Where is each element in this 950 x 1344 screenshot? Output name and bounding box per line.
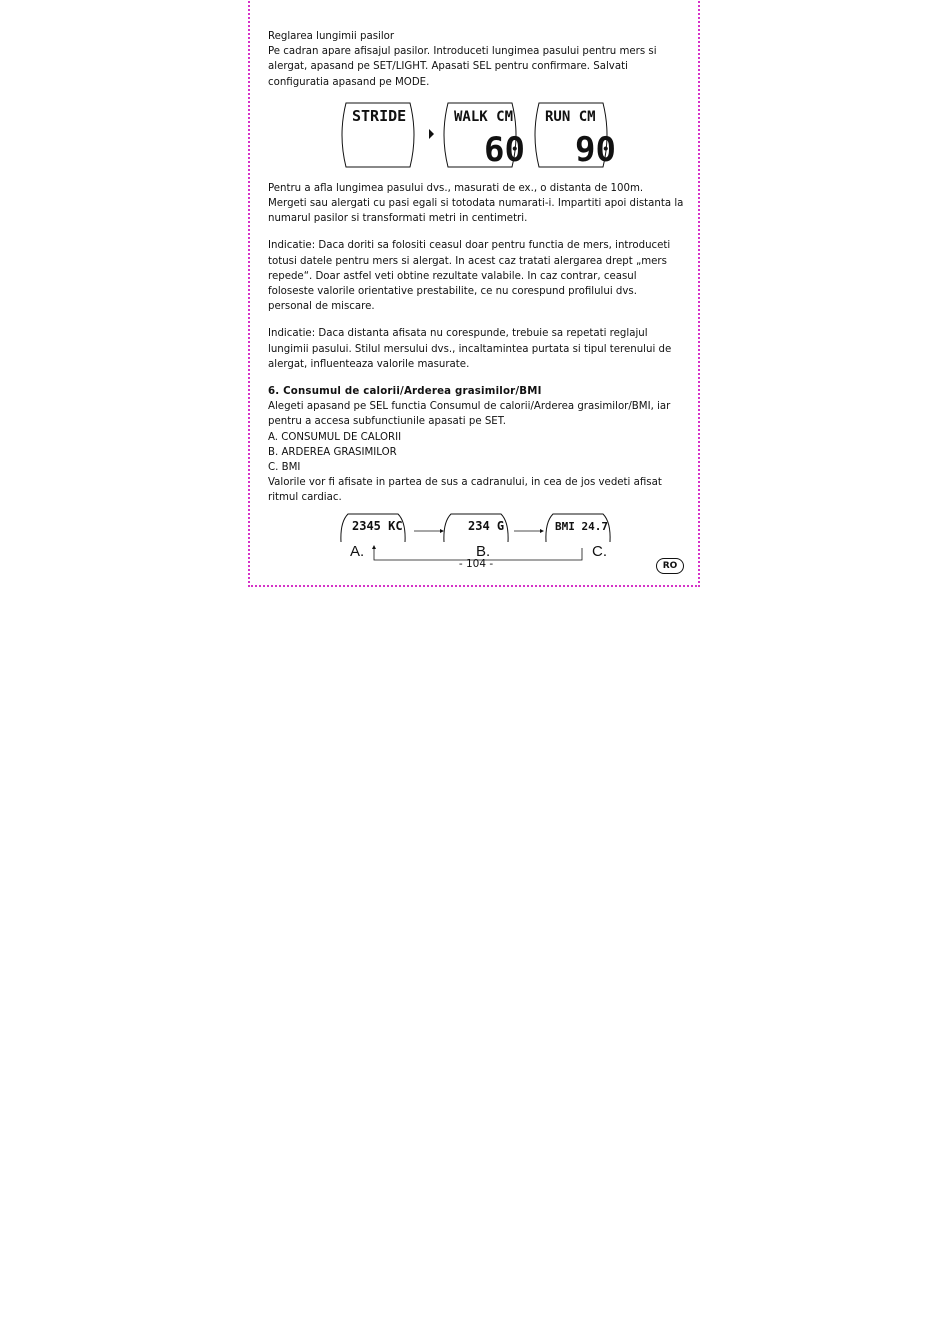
- manual-page: [248, 0, 700, 587]
- lcd-run-value: 90: [575, 129, 616, 170]
- figure-label-a: A.: [350, 542, 365, 560]
- stride-intro-paragraph: Pe cadran apare afisajul pasilor. Introduceti lungimea pasului pentru mers si alergat, apasand pe SET/LIGHT. Apasati SEL pentru confirmare. Salvati configuratia apasand pe MODE.: [268, 46, 657, 88]
- calories-display-figure: [268, 512, 684, 564]
- calories-item-b: B. ARDEREA GRASIMILOR: [268, 446, 397, 458]
- arrow-right-icon: [540, 529, 544, 533]
- arrow-up-icon: [372, 545, 376, 549]
- stride-displays-illustration: [268, 99, 684, 171]
- lcd-walk-label: WALK CM: [454, 108, 514, 125]
- stride-measure-paragraph: Pentru a afla lungimea pasului dvs., masurati de ex., o distanta de 100m. Mergeti sau alergati cu pasi egali si totodata numarati-i. Impartiti apoi distanta la numarul pasilor si transformati metri in centimetri.: [268, 182, 684, 225]
- calories-displays-illustration: [268, 512, 684, 564]
- figure-label-c: C.: [592, 542, 607, 560]
- lcd-bmi-value: BMI 24.7: [555, 519, 608, 533]
- stride-display-figure: [268, 99, 684, 171]
- calories-item-a: A. CONSUMUL DE CALORII: [268, 431, 402, 443]
- lcd-walk-value: 60: [484, 129, 525, 170]
- stride-title: Reglarea lungimii pasilor: [268, 31, 395, 42]
- note-walk-only: Indicatie: Daca doriti sa folositi ceasul doar pentru functia de mers, introduceti totusi datele pentru mers si alergat. In acest caz tratati alergarea drept „mers repede“. Doar astfel veti obtine rezultate valabile. In caz contrar, ceasul foloseste valorile orientative prestabilite, ce nu corespund profilului dvs. personal de miscare.: [268, 240, 671, 313]
- lcd-stride-text: STRIDE: [352, 106, 407, 125]
- lcd-fat-burn-value: 234 G: [468, 518, 505, 533]
- language-badge: RO: [656, 558, 684, 574]
- note-distance-mismatch: Indicatie: Daca distanta afisata nu corespunde, trebuie sa repetati reglajul lungimii pasului. Stilul mersului dvs., incaltamintea purtata si tipul terenului de alergat, influenteaza valorile masurate.: [268, 328, 672, 370]
- lcd-run-label: RUN CM: [545, 108, 596, 125]
- lcd-calories-value: 2345 KC: [352, 518, 403, 533]
- calories-display-paragraph: Valorile vor fi afisate in partea de sus a cadranului, in cea de jos vedeti afisat ritmul cardiac.: [268, 477, 662, 504]
- arrow-right-icon: [440, 529, 444, 533]
- calories-item-c: C. BMI: [268, 462, 301, 474]
- page-number: - 104 -: [458, 558, 494, 570]
- calories-section-title: 6. Consumul de calorii/Arderea grasimilor/BMI: [268, 386, 542, 398]
- arrow-right-icon: [429, 129, 434, 139]
- figure-label-b: B.: [476, 542, 491, 560]
- calories-intro-paragraph: Alegeti apasand pe SEL functia Consumul de calorii/Arderea grasimilor/BMI, iar pentru a accesa subfunctiunile apasati pe SET.: [268, 401, 671, 428]
- page-content: [268, 29, 684, 564]
